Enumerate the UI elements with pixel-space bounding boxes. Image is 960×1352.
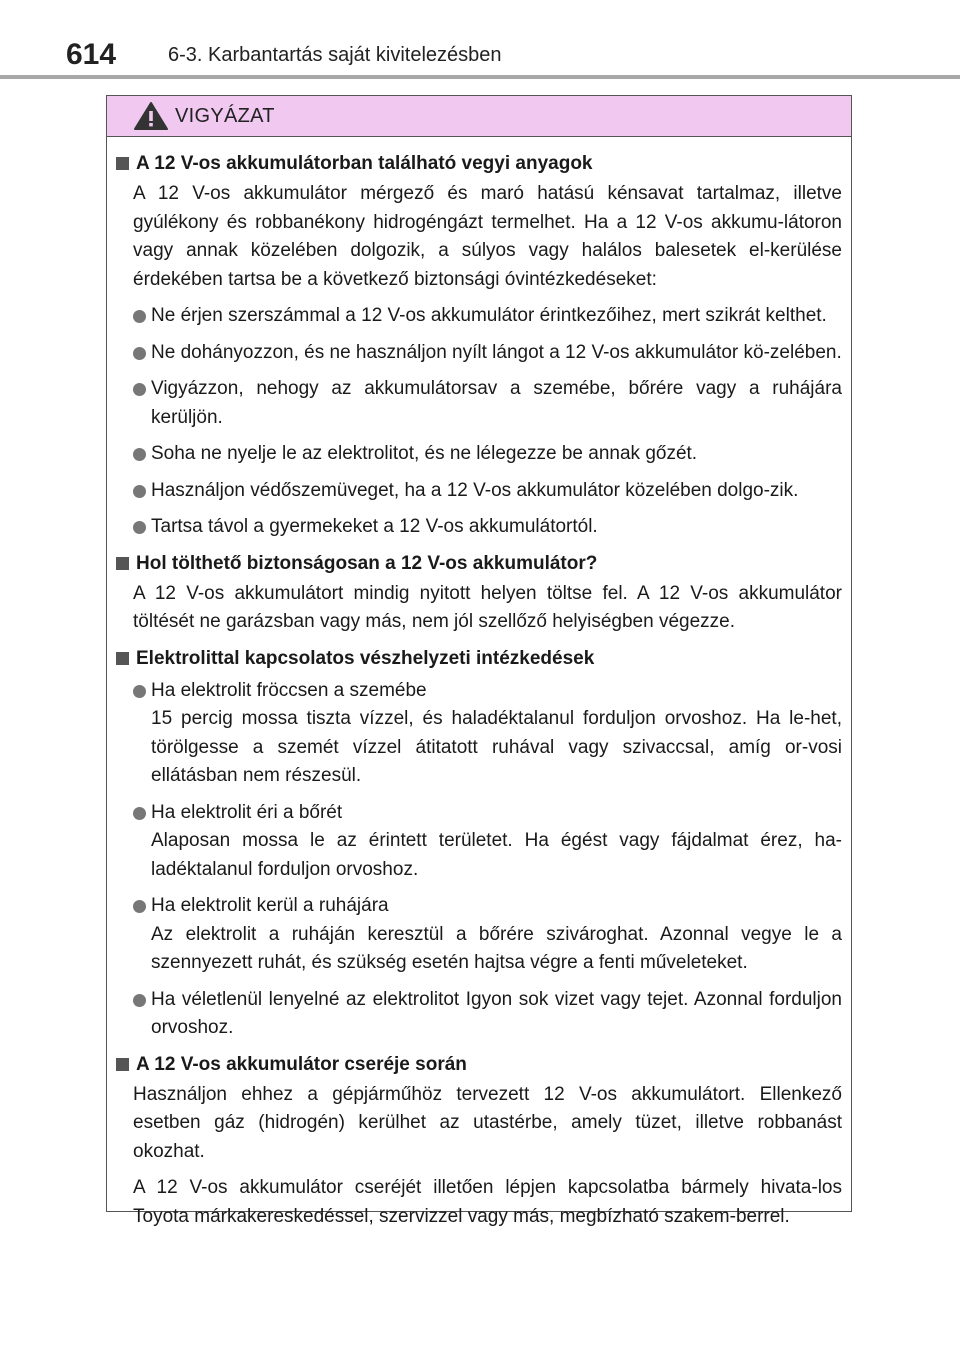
square-bullet-icon [116, 157, 129, 170]
list-item-content [151, 892, 842, 978]
bullet-dot-icon [133, 807, 146, 820]
header-rule [0, 75, 960, 79]
square-bullet-icon [116, 652, 129, 665]
bullet-dot-icon [133, 685, 146, 698]
section-heading [116, 150, 842, 178]
list-item-text: Ne érjen szerszámmal a 12 V-os akkumulátor érintkezőihez, mert szikrát kelthet. [151, 305, 827, 326]
section-heading-text: A 12 V-os akkumulátorban található vegyi anyagok [136, 153, 593, 174]
page-number: 614 [66, 38, 117, 71]
section-text: Használjon ehhez a gépjárműhöz tervezett 12 V-os akkumulátort. Ellenkező esetben gáz (hidrogén) kerülhet az utastérbe, amely tüzet, illetve robbanást okozhat. [133, 1083, 842, 1162]
warning-title: VIGYÁZAT [175, 104, 275, 127]
bullet-dot-icon [133, 485, 146, 498]
list-item [133, 440, 842, 469]
bullet-dot-icon [133, 900, 146, 913]
section-heading-text: Elektrolittal kapcsolatos vészhelyzeti intézkedések [136, 647, 595, 669]
list-item-title: Ha elektrolit éri a bőrét [151, 801, 343, 823]
section-title: 6-3. Karbantartás saját kivitelezésben [168, 44, 502, 66]
warning-box [106, 95, 852, 1227]
list-item-text: Tartsa távol a gyermekeket a 12 V-os akkumulátortól. [151, 516, 598, 537]
section-text: A 12 V-os akkumulátort mindig nyitott helyen töltse fel. A 12 V-os akkumulátor töltését ne garázsban vagy más, nem jól szellőző helyiségben végezze. [133, 582, 842, 632]
list-item [133, 375, 842, 432]
list-item-text: Ne dohányozzon, és ne használjon nyílt lángot a 12 V-os akkumulátor kö-zelében. [151, 341, 842, 363]
list-item [133, 986, 842, 1043]
bullet-dot-icon [133, 994, 146, 1007]
list-item [133, 477, 842, 506]
bullet-dot-icon [133, 448, 146, 461]
list-item-content [151, 986, 842, 1043]
list-item-content [151, 799, 842, 885]
list-item [133, 677, 842, 791]
section-text: A 12 V-os akkumulátor cseréjét illetően lépjen kapcsolatba bármely hivata-los Toyota márkakereskedéssel, szervizzel vagy más, megbízható szakem-berrel. [133, 1177, 842, 1227]
section-heading-text: A 12 V-os akkumulátor cseréje során [136, 1053, 467, 1075]
section-text: A 12 V-os akkumulátor mérgező és maró hatású kénsavat tartalmaz, illetve gyúlékony és robbanékony hidrogéngázt termelhet. Ha a 12 V-os akkumu-látoron vagy annak közelében dolgozik, a súlyos vagy halálos balesetek el-kerülése érdekében tartsa be a következő biztonsági óvintézkedéseket: [133, 183, 842, 290]
square-bullet-icon [116, 557, 129, 570]
list-item-text: Használjon védőszemüveget, ha a 12 V-os akkumulátor közelében dolgo-zik. [151, 479, 799, 501]
section-heading [116, 550, 842, 578]
warning-body [107, 137, 851, 1231]
section-heading [116, 645, 842, 673]
bullet-dot-icon [133, 521, 146, 534]
list-item-text: 15 percig mossa tiszta vízzel, és haladéktalanul forduljon orvoshoz. Ha le-het, törölgesse a szemét vízzel átitatott ruhával vagy szivaccsal, amíg or-vosi ellátásban nem részesül. [151, 708, 842, 786]
list-item [133, 892, 842, 978]
list-item-text: Alaposan mossa le az érintett területet. Ha égést vagy fájdalmat érez, ha-ladéktalanul forduljon orvoshoz. [151, 830, 842, 880]
list-item-text: Ha véletlenül lenyelné az elektrolitot Igyon sok vizet vagy tejet. Azonnal forduljon orvoshoz. [151, 988, 842, 1038]
list-item [133, 513, 842, 542]
bullet-dot-icon [133, 347, 146, 360]
list-item-content [151, 677, 842, 791]
bullet-dot-icon [133, 310, 146, 323]
warning-triangle-icon [133, 101, 169, 131]
list-item-text: Az elektrolit a ruháján keresztül a bőrére szivároghat. Azonnal vegye le a szennyezett ruhát, és szükség esetén hajtsa végre a fenti műveleteket. [151, 923, 842, 973]
list-item-text: Vigyázzon, nehogy az akkumulátorsav a szemébe, bőrére vagy a ruhájára kerüljön. [151, 378, 842, 428]
list-item [133, 339, 842, 368]
list-item-text: Soha ne nyelje le az elektrolitot, és ne lélegezze be annak gőzét. [151, 443, 698, 464]
section-heading [116, 1051, 842, 1079]
list-item-title: Ha elektrolit fröccsen a szemébe [151, 679, 427, 701]
list-item [133, 302, 842, 331]
section-heading-text: Hol tölthető biztonságosan a 12 V-os akkumulátor? [136, 552, 598, 574]
list-item-title: Ha elektrolit kerül a ruhájára [151, 895, 389, 916]
list-item [133, 799, 842, 885]
square-bullet-icon [116, 1058, 129, 1071]
warning-header [107, 96, 851, 137]
bullet-dot-icon [133, 383, 146, 396]
